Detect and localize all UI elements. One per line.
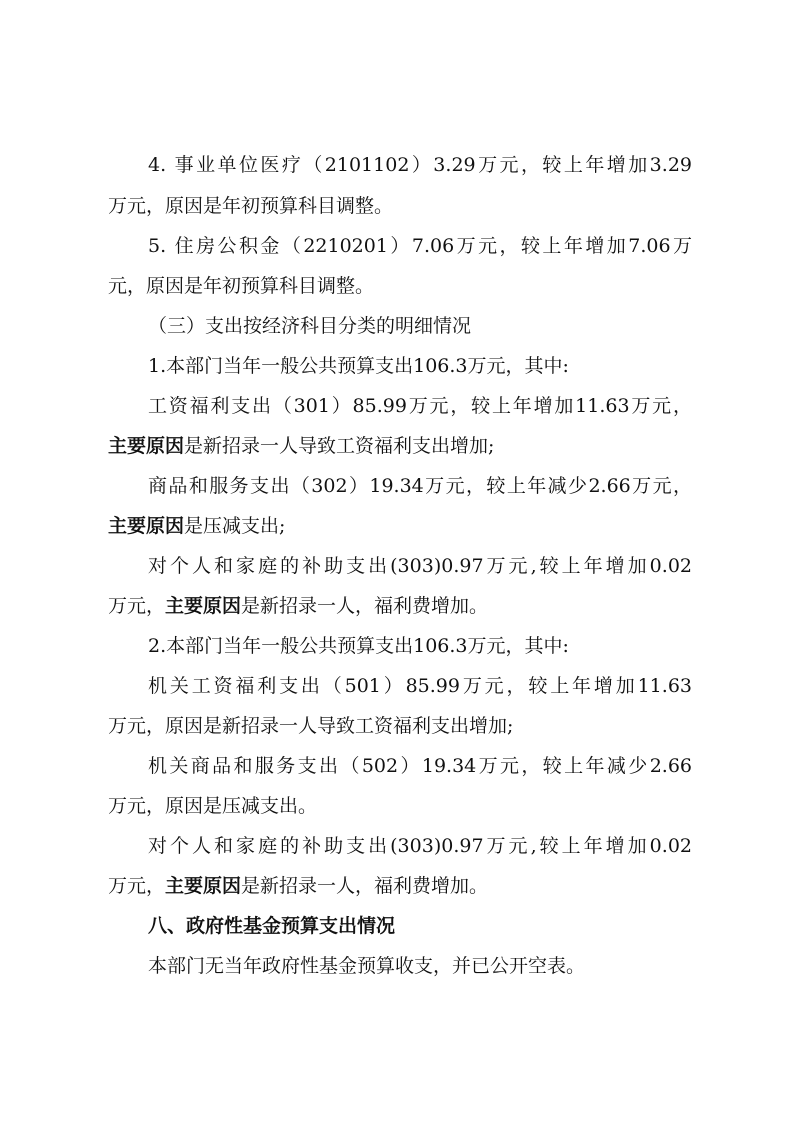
bold-phrase: 主要原因 bbox=[165, 875, 242, 897]
section-heading: 八、政府性基金预算支出情况 bbox=[148, 915, 396, 937]
bold-phrase: 主要原因 bbox=[108, 515, 185, 537]
paragraph-line: 对个人和家庭的补助支出(303)0.97万元,较上年增加0.02 bbox=[148, 555, 692, 577]
section-heading: （三）支出按经济科目分类的明细情况 bbox=[148, 315, 472, 337]
paragraph-line: 对个人和家庭的补助支出(303)0.97万元,较上年增加0.02 bbox=[148, 835, 692, 857]
paragraph-line: 机关商品和服务支出（502）19.34万元，较上年减少2.66 bbox=[148, 755, 692, 777]
paragraph-line: 5. 住房公积金（2210201）7.06万元，较上年增加7.06万 bbox=[148, 235, 692, 257]
paragraph-line: 万元，原因是年初预算科目调整。 bbox=[108, 195, 394, 217]
paragraph-line: 主要原因是新招录一人导致工资福利支出增加; bbox=[108, 435, 495, 457]
paragraph-line: 1.本部门当年一般公共预算支出106.3万元，其中: bbox=[148, 355, 569, 377]
paragraph-line: 工资福利支出（301）85.99万元，较上年增加11.63万元， bbox=[148, 395, 692, 417]
paragraph-line: 元，原因是年初预算科目调整。 bbox=[108, 275, 375, 297]
bold-phrase: 主要原因 bbox=[165, 595, 242, 617]
paragraph-line: 万元，原因是压减支出。 bbox=[108, 795, 318, 817]
paragraph-line: 2.本部门当年一般公共预算支出106.3万元，其中: bbox=[148, 635, 569, 657]
paragraph-line: 主要原因是压减支出; bbox=[108, 515, 286, 537]
paragraph-line: 商品和服务支出（302）19.34万元，较上年减少2.66万元， bbox=[148, 475, 692, 497]
paragraph-line: 机关工资福利支出（501）85.99万元，较上年增加11.63 bbox=[148, 675, 692, 697]
bold-phrase: 主要原因 bbox=[108, 435, 185, 457]
paragraph-line: 本部门无当年政府性基金预算收支，并已公开空表。 bbox=[148, 955, 586, 977]
paragraph-line: 4. 事业单位医疗（2101102）3.29万元，较上年增加3.29 bbox=[148, 154, 692, 176]
paragraph-line: 万元，原因是新招录一人导致工资福利支出增加; bbox=[108, 715, 514, 737]
paragraph-line: 万元，主要原因是新招录一人，福利费增加。 bbox=[108, 875, 489, 897]
paragraph-line: 万元，主要原因是新招录一人，福利费增加。 bbox=[108, 595, 489, 617]
